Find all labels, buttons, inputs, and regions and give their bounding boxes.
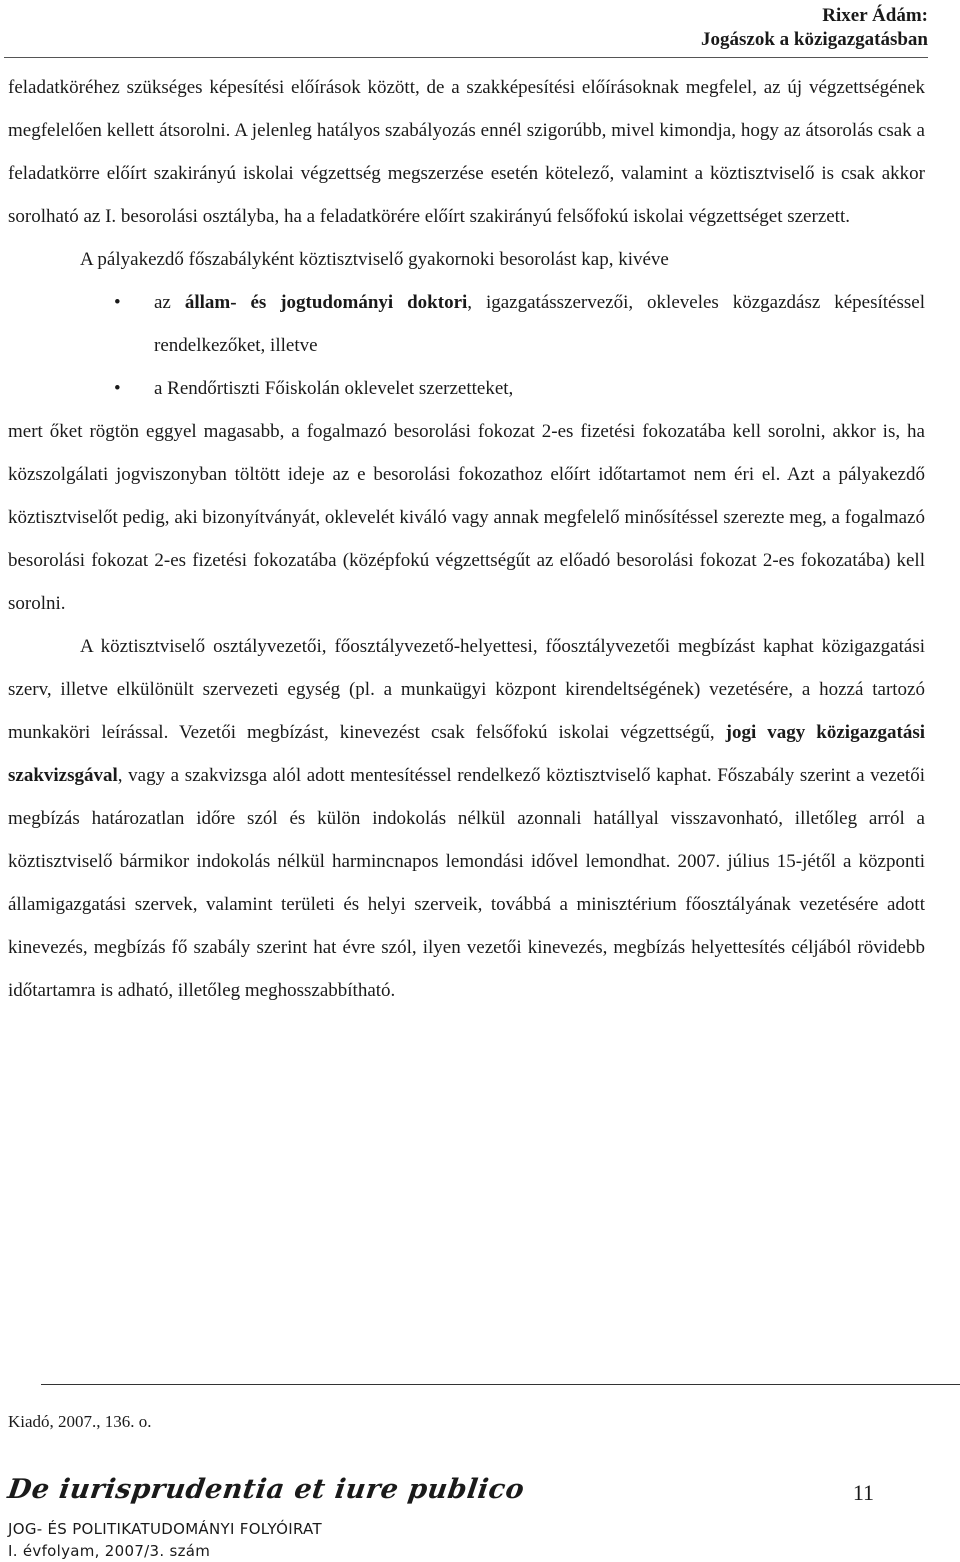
paragraph-4	[8, 625, 925, 1012]
header-divider	[4, 57, 928, 58]
list-item	[154, 281, 925, 367]
paragraph-4-pre: A köztisztviselő osztályvezetői, főosztályvezető-helyettesi, főosztályvezetői megbízást kaphat közigazgatási szerv, illetve elkülönült szervezeti egység (pl. a munkaügyi központ kirendeltségének) vezetésére, a hozzá tartozó munkaköri leírással. Vezetői megbízást, kinevezést csak felsőfokú iskolai végzettségű,	[8, 636, 925, 743]
bullet-1-pre: az	[154, 292, 185, 313]
footnote-divider	[41, 1384, 960, 1385]
exception-list	[8, 281, 925, 410]
bullet-2-text: a Rendőrtiszti Főiskolán oklevelet szerzetteket,	[154, 378, 514, 399]
header-title: Jogászok a közigazgatásban	[701, 29, 928, 50]
journal-info	[8, 1518, 322, 1562]
journal-title: De iurisprudentia et iure publico	[5, 1474, 527, 1505]
paragraph-1: feladatköréhez szükséges képesítési előírások között, de a szakképesítési előírásoknak megfelel, az új végzettségének megfelelően kellett átsorolni. A jelenleg hatályos szabályozás ennél szigorúbb, mivel kimondja, hogy az átsorolás csak a feladatkörre előírt szakirányú iskolai végzettség megszerzése esetén kötelező, valamint a köztisztviselő is csak akkor sorolható az I. besorolási osztályba, ha a feladatkörére előírt szakirányú felsőfokú iskolai végzettséget szerzett.	[8, 77, 925, 227]
bullet-1-bold: állam- és jogtudományi doktori	[184, 292, 468, 313]
list-item	[154, 367, 925, 410]
footnote-text: Kiadó, 2007., 136. o.	[8, 1412, 152, 1431]
page-number: 11	[852, 1480, 874, 1505]
main-text	[8, 66, 925, 1012]
paragraph-2-intro: A pályakezdő főszabályként köztisztviselő gyakornoki besorolást kap, kivéve	[80, 249, 669, 270]
bullet-1-post: , igazgatásszervezői, okleveles közgazdász képesítéssel rendelkezőket, illetve	[154, 292, 925, 356]
journal-subtitle: JOG- ÉS POLITIKATUDOMÁNYI FOLYÓIRAT	[8, 1520, 322, 1538]
paragraph-4-bold: jogi vagy közigazgatási szakvizsgával	[8, 722, 925, 786]
header-author: Rixer Ádám:	[822, 5, 928, 26]
paragraph-4-post: , vagy a szakvizsga alól adott mentesítéssel rendelkező köztisztviselő kaphat. Főszabály szerint a vezetői megbízás határozatlan időre szól és külön indokolás nélkül azonnali hatállyal visszavonható, illetőleg arról a köztisztviselő bármikor indokolás nélkül harmincnapos lemondási idővel lemondhat. 2007. július 15-jétől a központi államigazgatási szervek, valamint területi és helyi szerveik, továbbá a minisztérium főosztályának vezetésére adott kinevezés, megbízás fő szabály szerint hat évre szól, ilyen vezetői kinevezés, megbízás helyettesítés céljából rövidebb időtartamra is adható, illetőleg meghosszabbítható.	[8, 765, 925, 1001]
paragraph-3: mert őket rögtön eggyel magasabb, a fogalmazó besorolási fokozat 2-es fizetési fokozatába kell sorolni, akkor is, ha közszolgálati jogviszonyban töltött ideje az e besorolási fokozathoz előírt időtartamot nem éri el. Azt a pályakezdő köztisztviselőt pedig, aki bizonyítványát, oklevelét kiváló vagy annak megfelelő minősítéssel szerezte meg, a fogalmazó besorolási fokozat 2-es fizetési fokozatába (középfokú végzettségűt az előadó besorolási fokozat 2-es fokozatába) kell sorolni.	[8, 421, 925, 614]
running-header	[701, 4, 928, 52]
journal-issue: I. évfolyam, 2007/3. szám	[8, 1542, 211, 1560]
